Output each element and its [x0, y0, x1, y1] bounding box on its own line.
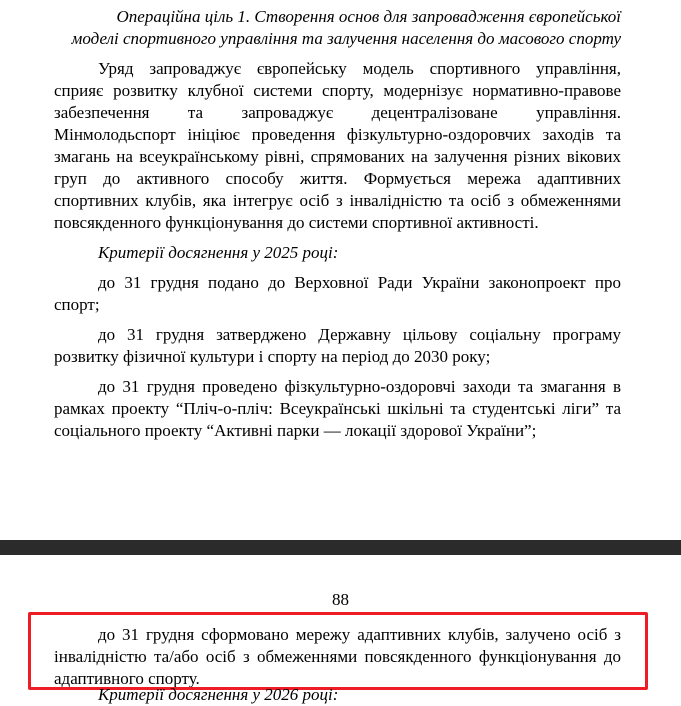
- paragraph-line: забезпечення та запроваджує децентралізоване управління.: [54, 103, 621, 122]
- next-heading-partial: [54, 685, 621, 704]
- criterion-line: до 31 грудня затверджено Державну цільову соціальну програму: [98, 325, 621, 344]
- criterion-line: до 31 грудня проведено фізкультурно-оздоровчі заходи та змагання в: [98, 377, 621, 396]
- paragraph-line: Мінмолодьспорт ініціює проведення фізкультурно-оздоровчих заходів та: [54, 125, 621, 144]
- criteria-heading: Критерії досягнення у 2025 році:: [98, 243, 339, 262]
- criterion-line: соціального проекту “Активні парки — локації здорової України”;: [54, 421, 537, 440]
- highlighted-criterion-line: до 31 грудня сформовано мережу адаптивних клубів, залучено осіб з: [98, 625, 621, 644]
- criterion-line: спорт;: [54, 295, 100, 314]
- paragraph-line: Уряд запроваджує європейську модель спортивного управління,: [98, 59, 621, 78]
- objective-title-line-2: моделі спортивного управління та залучення населення до масового спорту: [71, 29, 621, 48]
- criterion-line: рамках проекту “Пліч-о-пліч: Всеукраїнські шкільні та студентські ліги” та: [54, 399, 621, 418]
- paragraph-line: спортивних клубів, яка інтегрує осіб з інвалідністю та осіб з обмеженнями: [54, 191, 621, 210]
- page-separator: [0, 540, 681, 555]
- page-number: 88: [332, 590, 349, 609]
- paragraph-line: сприяє розвитку клубної системи спорту, модернізує нормативно-правове: [54, 81, 621, 100]
- highlighted-criterion-line: інвалідністю та/або осіб з обмеженнями повсякденного функціонування до: [54, 647, 621, 666]
- paragraph-line: повсякденного функціонування до системи спортивної активності.: [54, 213, 539, 232]
- criterion-line: до 31 грудня подано до Верховної Ради України законопроект про: [98, 273, 621, 292]
- highlight-box: [28, 612, 648, 690]
- paragraph-line: груп до активного способу життя. Формується мережа адаптивних: [54, 169, 621, 188]
- criterion-line: розвитку фізичної культури і спорту на період до 2030 року;: [54, 347, 491, 366]
- objective-title-line-1: Операційна ціль 1. Створення основ для запровадження європейської: [116, 7, 621, 26]
- next-heading-text: Критерії досягнення у 2026 році:: [98, 685, 339, 704]
- paragraph-line: змагань на всеукраїнському рівні, спрямованих на залучення різних вікових: [54, 147, 621, 166]
- highlighted-criterion-line: адаптивного спорту.: [54, 669, 200, 688]
